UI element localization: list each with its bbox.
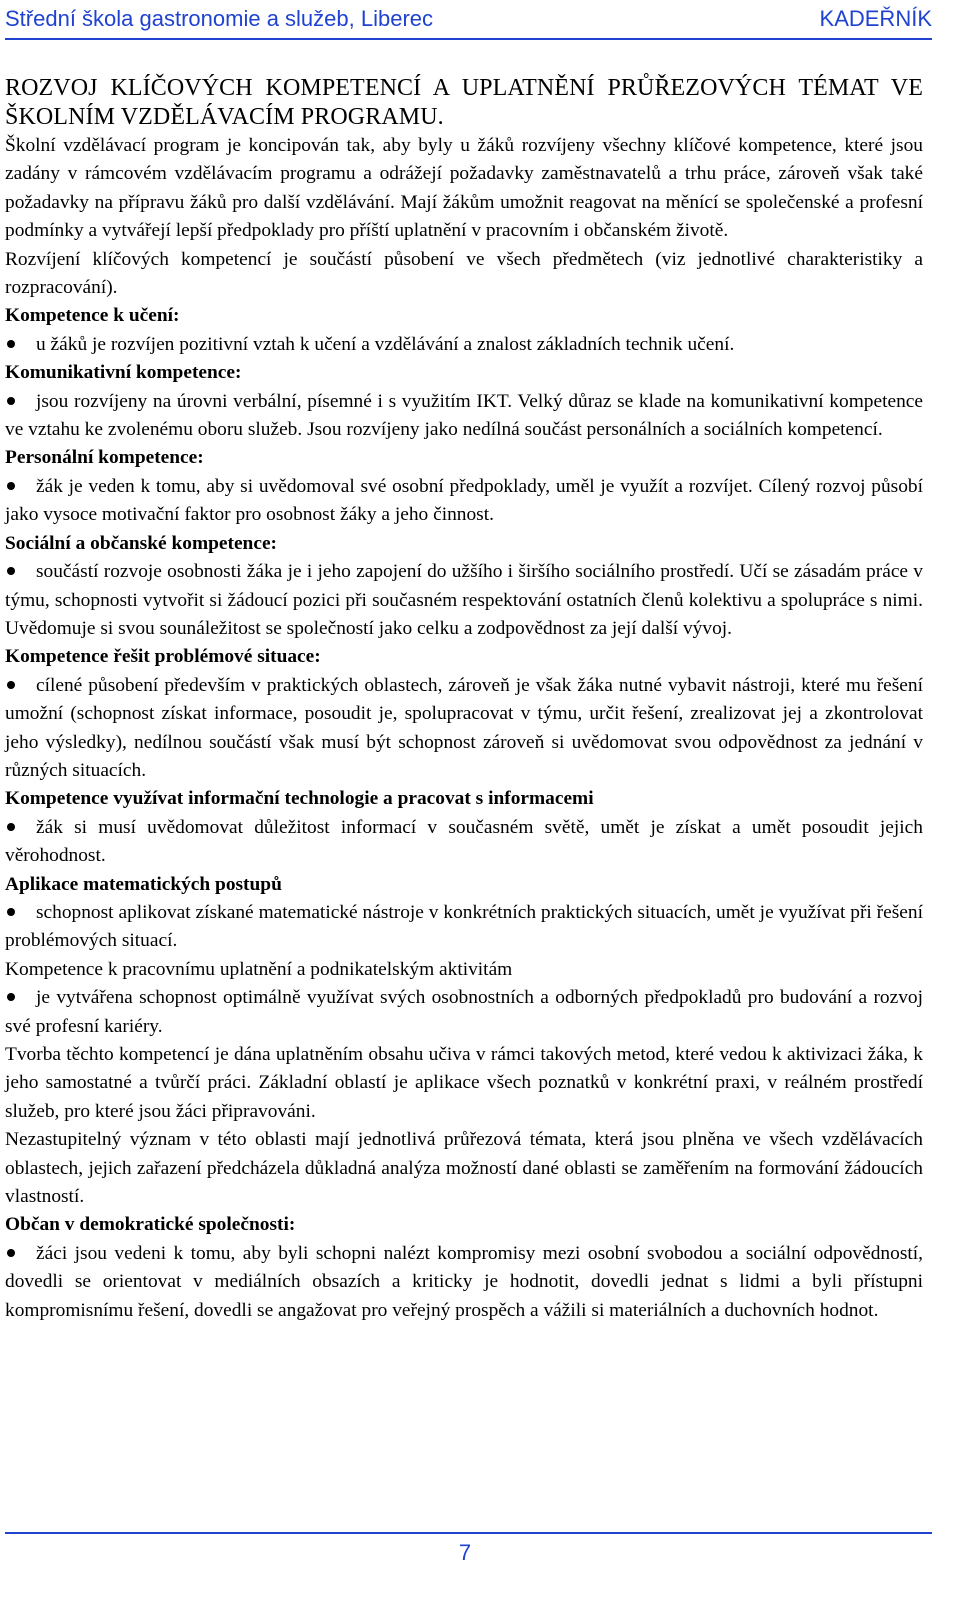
section-heading: Kompetence řešit problémové situace: [5, 646, 321, 668]
closing-paragraph: Tvorba těchto kompetencí je dána uplatněním obsahu učiva v rámci takových metod, které vedou k aktivizaci žáka, k jeho samostatné a tvůrčí práci. Základní oblastí je aplikace všech poznatků v konkrétní praxi, v reálném prostředí služeb, pro které jsou žáci připravováni. [5, 1044, 923, 1122]
bullet-text: součástí rozvoje osobnosti žáka je i jeho zapojení do užšího i širšího sociálního prostředí. Učí se zásadám práce v týmu, schopnosti vytvořit si žádoucí pozici při současném respektování ostatních členů kolektivu a spolupráce s nimi. Uvědomuje si svou sounáležitost se společností jako celku a zodpovědnost za její další vývoj. [5, 561, 923, 639]
bullet-text: žáci jsou vedeni k tomu, aby byli schopni nalézt kompromisy mezi osobní svobodou a sociální odpovědností, dovedli se orientovat v mediálních obsazích a kriticky je hodnotit, dovedli jednat s lidmi a byli přístupni kompromisnímu řešení, dovedli se angažovat pro veřejný prospěch a vážili si materiálních a duchovních hodnot. [5, 1242, 923, 1321]
section-heading: Aplikace matematických postupů [5, 873, 282, 895]
header-rule [5, 38, 932, 40]
bullet-text: je vytvářena schopnost optimálně využívat svých osobnostních a odborných předpokladů pro budování a rozvoj své profesní kariéry. [5, 987, 923, 1037]
bullet-item [5, 473, 923, 530]
document-body [5, 74, 923, 1325]
bullet-item [5, 331, 923, 359]
bullet-text: žák si musí uvědomovat důležitost informací v současném světě, umět je získat a umět posoudit jejich věrohodnost. [5, 816, 923, 867]
intro-paragraph: Školní vzdělávací program je koncipován tak, aby byly u žáků rozvíjeny všechny klíčové kompetence, které jsou zadány v rámcovém vzdělávacím programu a odrážejí požadavky zaměstnavatelů a trhu práce, zároveň však také požadavky na přípravu žáků pro další vzdělávání. Mají žákům umožnit reagovat na měnící se společenské a profesní podmínky a vytvářejí lepší předpoklady pro příští uplatnění v pracovním i občanském životě. [5, 135, 923, 242]
bullet-text: schopnost aplikovat získané matematické nástroje v konkrétních praktických situacích, umět je využívat při řešení problémových situací. [5, 901, 923, 952]
field-name: KADEŘNÍK [819, 6, 932, 31]
footer-rule [5, 1532, 932, 1534]
section-heading: Kompetence k učení: [5, 305, 180, 327]
intro-paragraph: Rozvíjení klíčových kompetencí je součástí působení ve všech předmětech (viz jednotlivé charakteristiky a rozpracování). [5, 248, 923, 299]
section-heading: Personální kompetence: [5, 447, 204, 469]
bullet-item [5, 672, 923, 786]
bullet-text: cílené působení především v praktických oblastech, zároveň je však žáka nutné vybavit nástroji, které mu řešení umožní (schopnost získat informace, posoudit je, spolupracovat v týmu, určit řešení, zrealizovat jej a zkontrolovat jeho výsledky), nedílnou součástí však musí být schopnost zároveň si uvědomovat svou odpovědnost za jednání v různých situacích. [5, 674, 923, 781]
bullet-item [5, 388, 923, 445]
bullet-item [5, 1240, 923, 1325]
bullet-text: u žáků je rozvíjen pozitivní vztah k učení a vzdělávání a znalost základních technik učení. [36, 333, 735, 355]
page-number: 7 [458, 1540, 472, 1565]
bullet-text: jsou rozvíjeny na úrovni verbální, písemné i s využitím IKT. Velký důraz se klade na komunikativní kompetence ve vztahu ke zvolenému oboru služeb. Jsou rozvíjeny jako nedílná součást personálních a sociálních kompetencí. [5, 390, 923, 441]
section-heading: Kompetence využívat informační technologie a pracovat s informacemi [5, 788, 594, 810]
bullet-text: žák je veden k tomu, aby si uvědomoval své osobní předpoklady, uměl je využít a rozvíjet. Cílený rozvoj působí jako vysoce motivační faktor pro osobnost žáky a jeho činnost. [5, 475, 923, 526]
school-name: Střední škola gastronomie a služeb, Liberec [5, 6, 434, 31]
closing-paragraph: Nezastupitelný význam v této oblasti mají jednotlivá průřezová témata, která jsou plněna ve všech vzdělávacích oblastech, jejich zařazení předcházela důkladná analýza možností dané oblasti se zaměřením na formování žádoucích vlastností. [5, 1129, 923, 1208]
page-header [5, 4, 932, 38]
section-heading: Občan v demokratické společnosti: [5, 1214, 296, 1236]
bullet-item [5, 984, 923, 1041]
section-heading: Sociální a občanské kompetence: [5, 532, 278, 554]
bullet-item [5, 558, 923, 643]
section-heading: Kompetence k pracovnímu uplatnění a podnikatelským aktivitám [5, 958, 513, 980]
bullet-item [5, 899, 923, 956]
bullet-item [5, 814, 923, 871]
document-title: ROZVOJ KLÍČOVÝCH KOMPETENCÍ A UPLATNĚNÍ PRŮŘEZOVÝCH TÉMAT VE ŠKOLNÍM VZDĚLÁVACÍM PROGRAMU. [5, 75, 923, 130]
section-heading: Komunikativní kompetence: [5, 362, 242, 384]
